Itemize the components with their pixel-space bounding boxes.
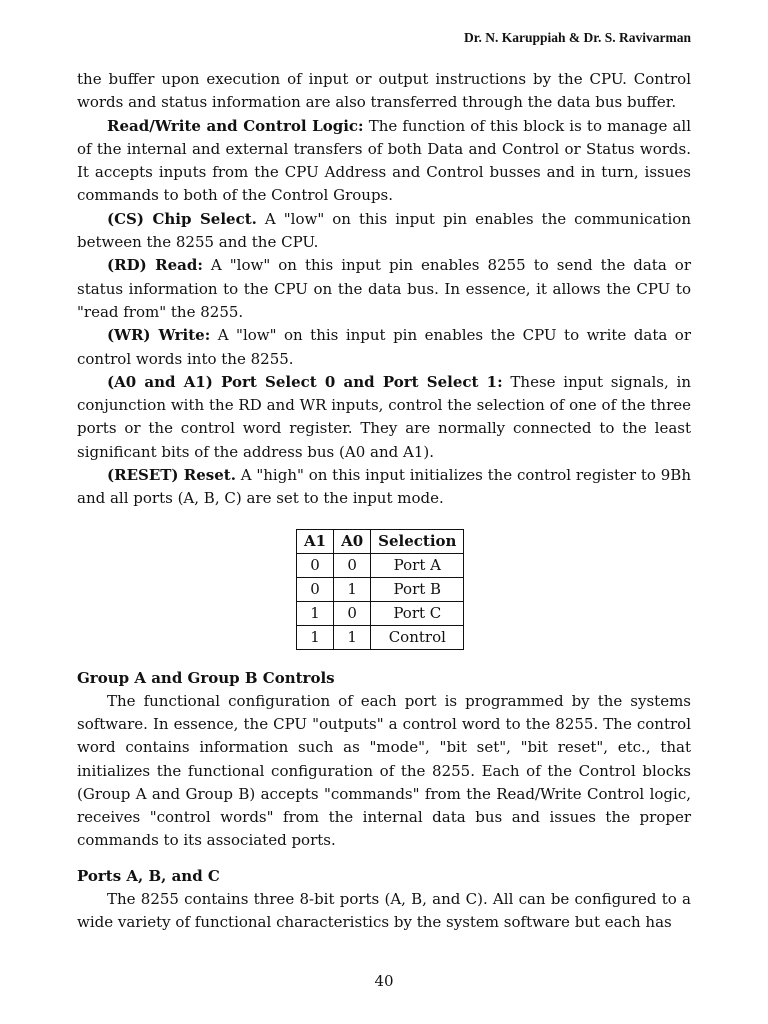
table-row — [297, 625, 464, 649]
term-label: (RESET) Reset. — [107, 466, 236, 485]
term-description: A "low" on this input pin enables the CPU to write data or control words into the 8255. — [77, 326, 691, 368]
table-cell: 1 — [297, 601, 334, 625]
term-label: (CS) Chip Select. — [107, 209, 257, 228]
table-cell: 0 — [334, 601, 371, 625]
table-row — [297, 553, 464, 577]
term-label: Read/Write and Control Logic: — [107, 116, 364, 135]
term-description: A "high" on this input initializes the control register to 9Bh and all ports (A, B, C) are set to the input mode. — [77, 466, 691, 508]
section-heading-ports: Ports A, B, and C — [77, 866, 220, 885]
paragraph-reset — [77, 464, 691, 511]
term-description: These input signals, in conjunction with the RD and WR inputs, control the selection of one of the three ports or the control word register. They are normally connected to the least significant bits of the address bus (A0 and A1). — [77, 372, 691, 461]
section-spacer — [77, 853, 691, 865]
table-row — [297, 577, 464, 601]
table-cell: 0 — [334, 553, 371, 577]
paragraph-rw-control-logic — [77, 115, 691, 208]
table-cell: Control — [371, 625, 464, 649]
column-header-a0: A0 — [334, 529, 371, 553]
table-cell: 1 — [334, 625, 371, 649]
section-heading-group-controls: Group A and Group B Controls — [77, 668, 335, 687]
port-selection-table — [296, 529, 464, 650]
table-cell: 0 — [297, 553, 334, 577]
table-header-row — [297, 529, 464, 553]
term-description: A "low" on this input pin enables 8255 to send the data or status information to the CPU on the data bus. In essence, it allows the CPU to "read from" the 8255. — [77, 256, 691, 321]
term-label: (WR) Write: — [107, 326, 211, 345]
column-header-selection: Selection — [371, 529, 464, 553]
paragraph-group-controls: The functional configuration of each port is programmed by the systems software. In essence, the CPU "outputs" a control word to the 8255. The control word contains information such as "mode", "bit set", "bit reset", etc., that initializes the functional configuration of the 8255. Each of the Control blocks (Group A and Group B) accepts "commands" from the Read/Write Control logic, receives "control words" from the internal data bus and issues the proper commands to its associated ports. — [77, 691, 691, 850]
term-label: (A0 and A1) Port Select 0 and Port Select 1: — [107, 372, 503, 391]
table-cell: Port A — [371, 553, 464, 577]
page-body — [77, 68, 691, 934]
table-cell: 1 — [334, 577, 371, 601]
page-header-authors: Dr. N. Karuppiah & Dr. S. Ravivarman — [463, 30, 691, 45]
term-description: A "low" on this input pin enables the communication between the 8255 and the CPU. — [77, 209, 692, 252]
paragraph-port-select — [77, 371, 691, 464]
paragraph-continuation: the buffer upon execution of input or output instructions by the CPU. Control words and status information are also transferred through the data bus buffer. — [77, 70, 691, 112]
paragraph-ports: The 8255 contains three 8-bit ports (A, B, and C). All can be configured to a wide variety of functional characteristics by the system software but each has — [77, 889, 691, 932]
page-number: 40 — [374, 972, 394, 990]
column-header-a1: A1 — [297, 529, 334, 553]
table-cell: 1 — [297, 625, 334, 649]
table-cell: 0 — [297, 577, 334, 601]
paragraph-write — [77, 324, 691, 371]
table-cell: Port B — [371, 577, 464, 601]
selection-table-wrapper — [77, 511, 691, 667]
term-description: The function of this block is to manage all of the internal and external transfers of both Data and Control or Status words. It accepts inputs from the CPU Address and Control busses and in turn, issues commands to both of the Control Groups. — [77, 116, 692, 205]
table-row — [297, 601, 464, 625]
paragraph-read — [77, 254, 691, 324]
term-label: (RD) Read: — [107, 256, 203, 275]
paragraph-chip-select — [77, 208, 691, 255]
table-cell: Port C — [371, 601, 464, 625]
